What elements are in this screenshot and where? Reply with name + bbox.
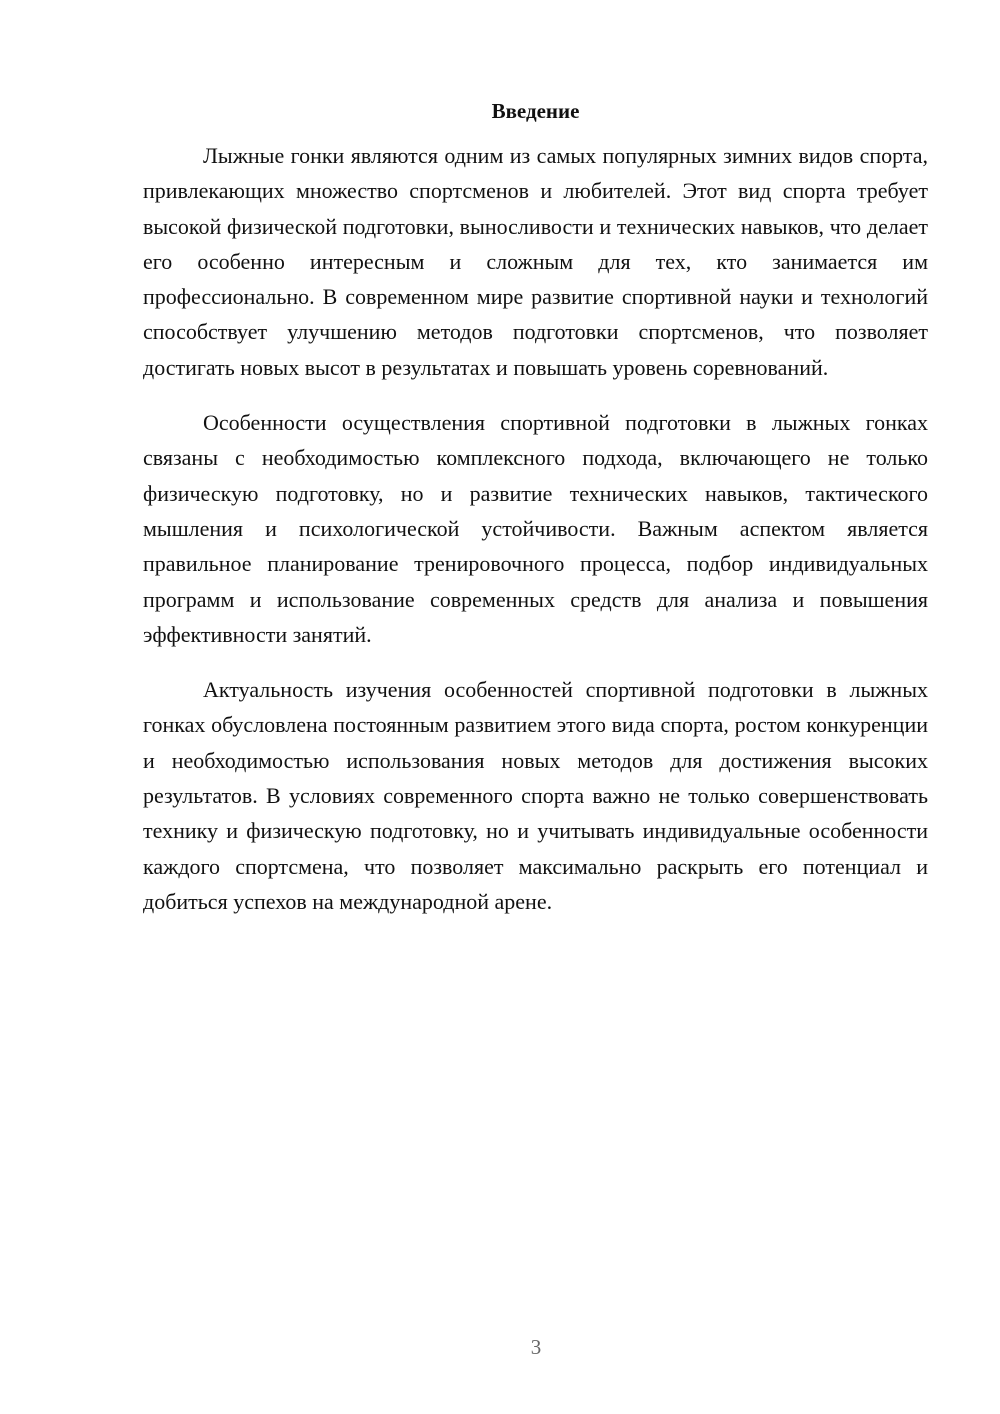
paragraph-1: Лыжные гонки являются одним из самых популярных зимних видов спорта, привлекающих множество спортсменов и любителей. Этот вид спорта требует высокой физической подготовки, выносливости и технических навыков, что делает его особенно интересным и сложным для тех, кто занимается им профессионально. В современном мире развитие спортивной науки и технологий способствует улучшению методов подготовки спортсменов, что позволяет достигать новых высот в результатах и повышать уровень соревнований. (143, 143, 928, 380)
paragraph-3: Актуальность изучения особенностей спортивной подготовки в лыжных гонках обусловлена постоянным развитием этого вида спорта, ростом конкуренции и необходимостью использования новых методов для достижения высоких результатов. В условиях современного спорта важно не только совершенствовать технику и физическую подготовку, но и учитывать индивидуальные особенности каждого спортсмена, что позволяет максимально раскрыть его потенциал и добиться успехов на международной арене. (143, 677, 928, 914)
page-number: 3 (530, 1335, 542, 1359)
paragraph-2: Особенности осуществления спортивной подготовки в лыжных гонках связаны с необходимостью комплексного подхода, включающего не только физическую подготовку, но и развитие технических навыков, тактического мышления и психологической устойчивости. Важным аспектом является правильное планирование тренировочного процесса, подбор индивидуальных программ и использование современных средств для анализа и повышения эффективности занятий. (143, 410, 928, 647)
page-content (143, 96, 928, 919)
section-heading: Введение (491, 99, 580, 123)
